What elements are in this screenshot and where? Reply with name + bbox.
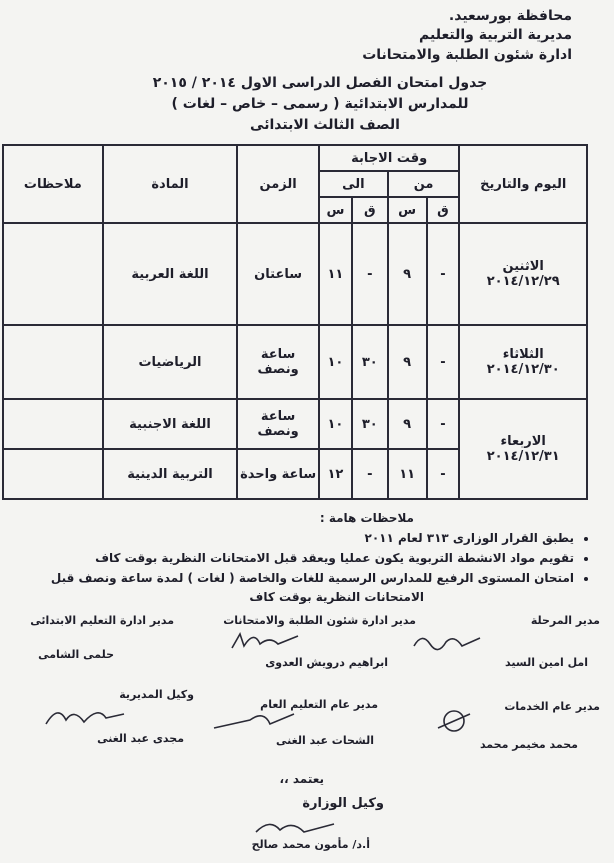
to-minute-cell: ٣٠ (352, 399, 388, 449)
exam-schedule-table (2, 144, 588, 500)
day-date-cell (459, 325, 587, 399)
header-duration: الزمن (237, 145, 319, 223)
from-minute-cell: - (427, 223, 460, 325)
affairs-director-signature-icon (226, 626, 306, 654)
notes-cell (3, 449, 103, 499)
day-name: الثلاثاء (502, 347, 544, 362)
exam-date: ٢٠١٤/١٢/٣١ (486, 449, 560, 464)
notes-cell (3, 325, 103, 399)
header-to-minute: ق (352, 197, 388, 223)
from-hour-cell: ١١ (388, 449, 427, 499)
governorate-name: محافظة بورسعيد. (448, 8, 572, 24)
general-ed-director-title: مدير عام التعليم العام (260, 698, 378, 711)
header-subject: المادة (103, 145, 237, 223)
duration-cell: ساعة ونصف (237, 399, 319, 449)
from-hour-cell: ٩ (388, 325, 427, 399)
day-name: الاربعاء (500, 434, 546, 449)
minister-deputy-title: وكيل الوزارة (302, 796, 384, 811)
exam-date: ٢٠١٤/١٢/٢٩ (486, 274, 560, 289)
header-day-date: اليوم والتاريخ (459, 145, 587, 223)
general-director-name: محمد مخيمر محمد (479, 738, 578, 751)
header-from-hour: س (388, 197, 427, 223)
stage-director-title: مدير المرحلة (530, 614, 600, 627)
department-name: ادارة شئون الطلبة والامتحانات (362, 47, 572, 63)
subject-cell: التربية الدينية (103, 449, 237, 499)
subject-cell: الرياضيات (103, 325, 237, 399)
note-continuation: الامتحانات النظرية بوقت كاف (249, 590, 424, 604)
from-minute-cell: - (427, 399, 460, 449)
notes-cell (3, 223, 103, 325)
deputy-title: وكيل المديرية (119, 688, 194, 701)
table-header-row (3, 145, 587, 171)
header-from: من (388, 171, 460, 197)
duration-cell: ساعة واحدة (237, 449, 319, 499)
exam-schedule-title: جدول امتحان الفصل الدراسى الاول ٢٠١٤ / ٢٠١٥ (152, 75, 488, 91)
header-to: الى (319, 171, 388, 197)
note-item: • يطبق القرار الوزارى ٣١٣ لعام ٢٠١١ (0, 528, 574, 548)
exam-date: ٢٠١٤/١٢/٣٠ (486, 362, 560, 377)
to-minute-cell: - (352, 449, 388, 499)
note-item: • امتحان المستوى الرفيع للمدارس الرسمية للغات والخاصة ( لغات ) لمدة ساعة ونصف قبل (0, 568, 574, 588)
deputy-signature-icon (40, 700, 130, 730)
schools-subtitle: للمدارس الابتدائية ( رسمى – خاص – لغات ) (171, 96, 469, 112)
affairs-director-name: ابراهيم درويش العدوى (265, 656, 388, 669)
to-hour-cell: ١١ (319, 223, 352, 325)
directorate-name: مديرية التربية والتعليم (419, 27, 572, 43)
header-answer-time: وقت الاجابة (319, 145, 459, 171)
from-minute-cell: - (427, 449, 460, 499)
stage-director-name: امل امين السيد (505, 656, 588, 669)
notes-list (0, 528, 592, 588)
minister-deputy-name: أ.د/ مأمون محمد صالح (251, 838, 370, 851)
header-notes: ملاحظات (3, 145, 103, 223)
grade-label: الصف الثالث الابتدائى (250, 117, 400, 133)
general-director-signature-icon (424, 708, 484, 734)
approval-label: يعتمد ،، (279, 772, 324, 786)
primary-director-title: مدير ادارة التعليم الابتدائى (30, 614, 174, 627)
table-row (3, 325, 587, 399)
affairs-director-title: مدير ادارة شئون الطلبة والامتحانات (223, 614, 416, 627)
from-hour-cell: ٩ (388, 399, 427, 449)
to-hour-cell: ١٠ (319, 399, 352, 449)
day-date-cell (459, 399, 587, 499)
subject-cell: اللغة العربية (103, 223, 237, 325)
to-hour-cell: ١٠ (319, 325, 352, 399)
duration-cell: ساعتان (237, 223, 319, 325)
from-hour-cell: ٩ (388, 223, 427, 325)
notes-cell (3, 399, 103, 449)
note-item: • تقويم مواد الانشطة التربوية يكون عمليا ويعقد قبل الامتحانات النظرية بوقت كاف (0, 548, 574, 568)
duration-cell: ساعة ونصف (237, 325, 319, 399)
day-name: الاثنين (502, 259, 544, 274)
primary-director-name: حلمى الشامى (38, 648, 114, 661)
header-from-minute: ق (427, 197, 460, 223)
general-ed-director-signature-icon (210, 706, 300, 734)
to-minute-cell: - (352, 223, 388, 325)
to-hour-cell: ١٢ (319, 449, 352, 499)
from-minute-cell: - (427, 325, 460, 399)
stage-director-signature-icon (410, 626, 490, 654)
table-row (3, 399, 587, 449)
header-to-hour: س (319, 197, 352, 223)
general-ed-director-name: الشحات عبد الغنى (276, 734, 374, 747)
day-date-cell (459, 223, 587, 325)
minister-deputy-signature-icon (250, 816, 340, 838)
notes-title: ملاحظات هامة : (319, 511, 414, 525)
subject-cell: اللغة الاجنبية (103, 399, 237, 449)
general-director-title: مدير عام الخدمات (504, 700, 600, 713)
table-row (3, 223, 587, 325)
deputy-name: مجدى عبد الغنى (97, 732, 184, 745)
to-minute-cell: ٣٠ (352, 325, 388, 399)
